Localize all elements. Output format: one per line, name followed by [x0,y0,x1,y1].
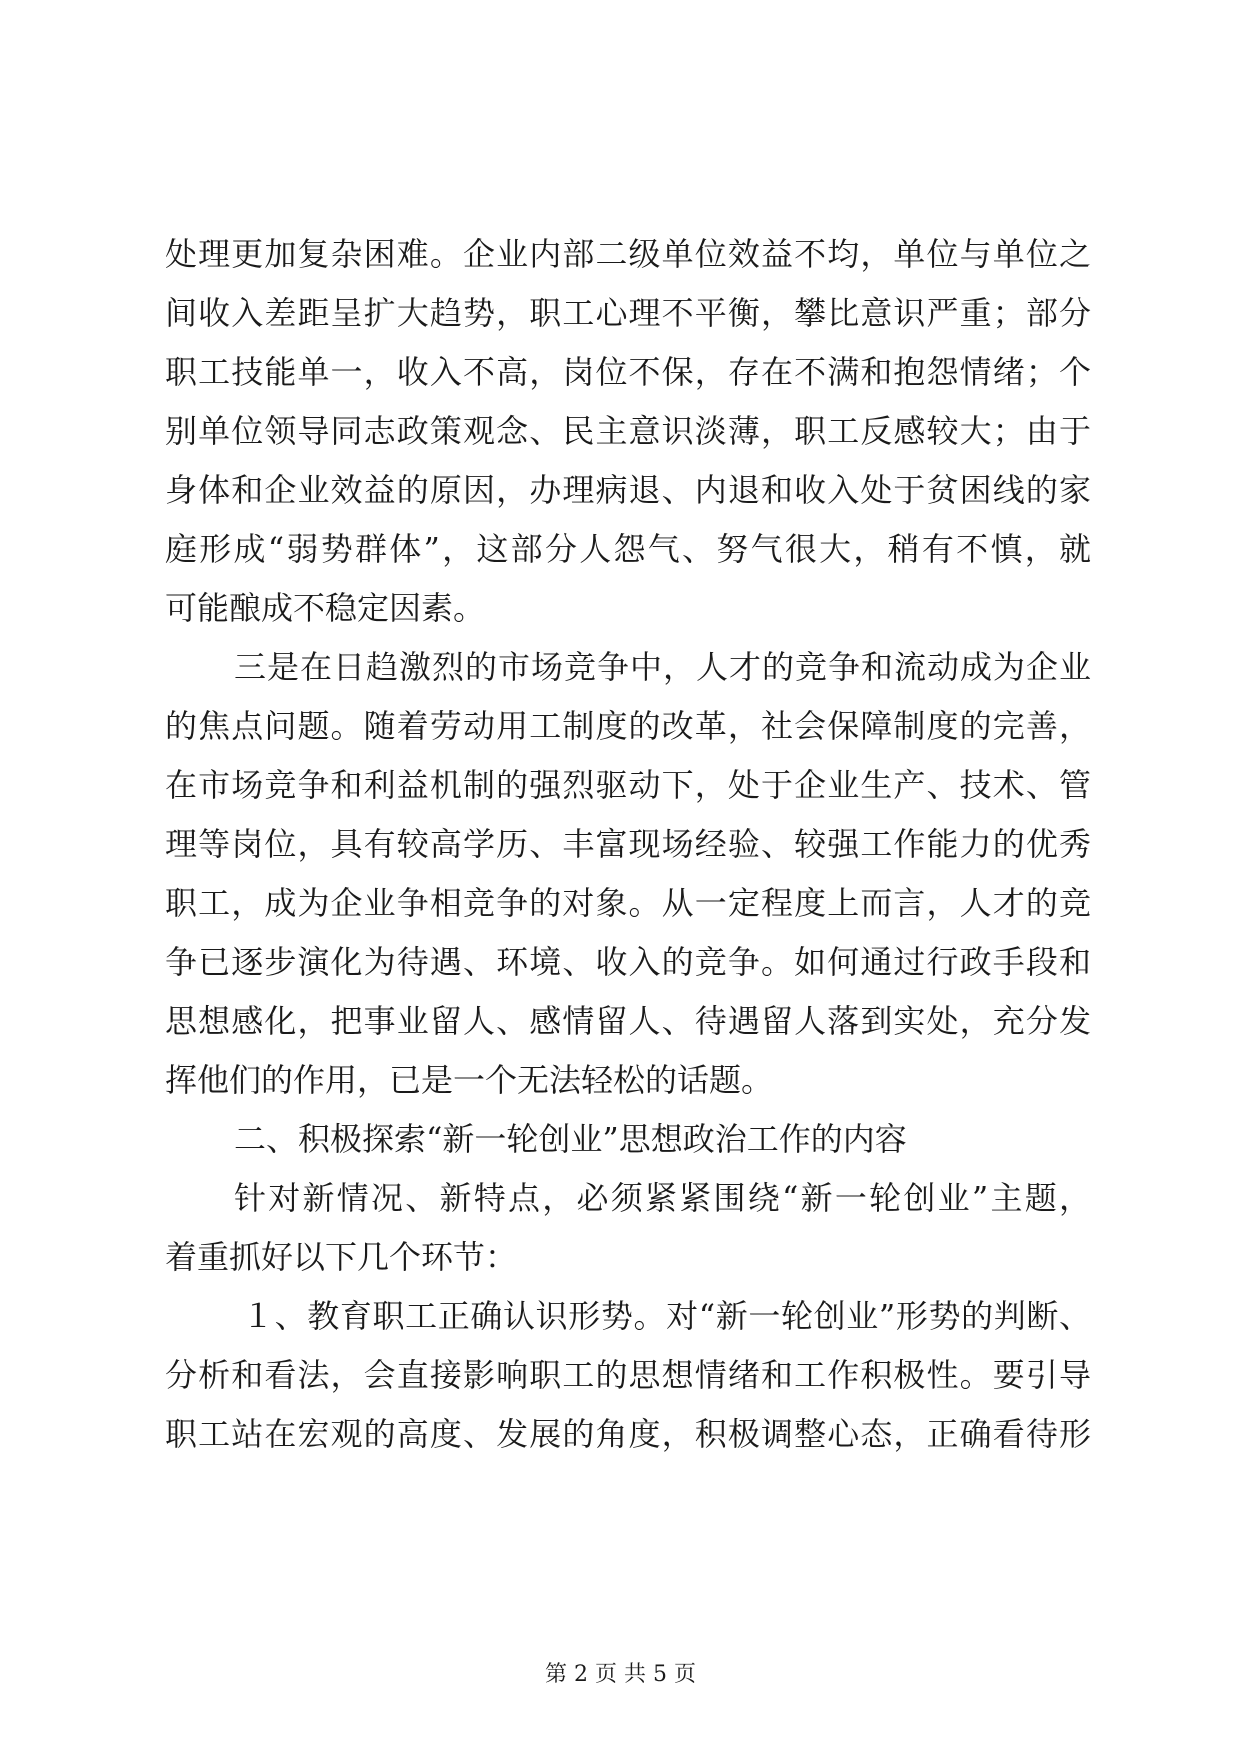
text-line: 理等岗位，具有较高学历、丰富现场经验、较强工作能力的优秀 [165,825,1091,863]
text-line: 职工，成为企业争相竞争的对象。从一定程度上而言，人才的竞 [165,884,1091,922]
text-line: 间收入差距呈扩大趋势，职工心理不平衡，攀比意识严重；部分 [165,294,1091,332]
page-number: 第 2 页 共 5 页 [545,1662,696,1687]
text-line: 庭形成“弱势群体”，这部分人怨气、努气很大，稍有不慎，就 [165,530,1091,568]
text-line: 别单位领导同志政策观念、民主意识淡薄，职工反感较大；由于 [165,412,1091,450]
paragraph-start-line: 三是在日趋激烈的市场竞争中，人才的竞争和流动成为企业 [234,648,1091,686]
text-line: 可能酿成不稳定因素。 [165,589,486,627]
text-line: 身体和企业效益的原因，办理病退、内退和收入处于贫困线的家 [165,471,1091,509]
text-line: 着重抓好以下几个环节： [165,1238,518,1276]
text-line: 思想感化，把事业留人、感情留人、待遇留人落到实处，充分发 [165,1002,1091,1040]
text-line: 分析和看法，会直接影响职工的思想情绪和工作积极性。要引导 [165,1356,1091,1394]
text-line: 职工站在宏观的高度、发展的角度，积极调整心态，正确看待形 [165,1415,1091,1453]
page-footer [0,1660,1241,1690]
text-line: 的焦点问题。随着劳动用工制度的改革，社会保障制度的完善， [165,707,1091,745]
text-line: 处理更加复杂困难。企业内部二级单位效益不均，单位与单位之 [165,235,1091,273]
paragraph-start-line: 针对新情况、新特点，必须紧紧围绕“新一轮创业”主题， [234,1179,1091,1217]
section-heading: 二、积极探索“新一轮创业”思想政治工作的内容 [234,1120,907,1158]
text-line: 挥他们的作用，已是一个无法轻松的话题。 [165,1061,774,1099]
text-line: 争已逐步演化为待遇、环境、收入的竞争。如何通过行政手段和 [165,943,1091,981]
text-line: 职工技能单一，收入不高，岗位不保，存在不满和抱怨情绪；个 [165,353,1091,391]
body-text [165,225,1091,1464]
numbered-item-line: １、教育职工正确认识形势。对“新一轮创业”形势的判断、 [242,1297,1091,1335]
text-line: 在市场竞争和利益机制的强烈驱动下，处于企业生产、技术、管 [165,766,1091,804]
